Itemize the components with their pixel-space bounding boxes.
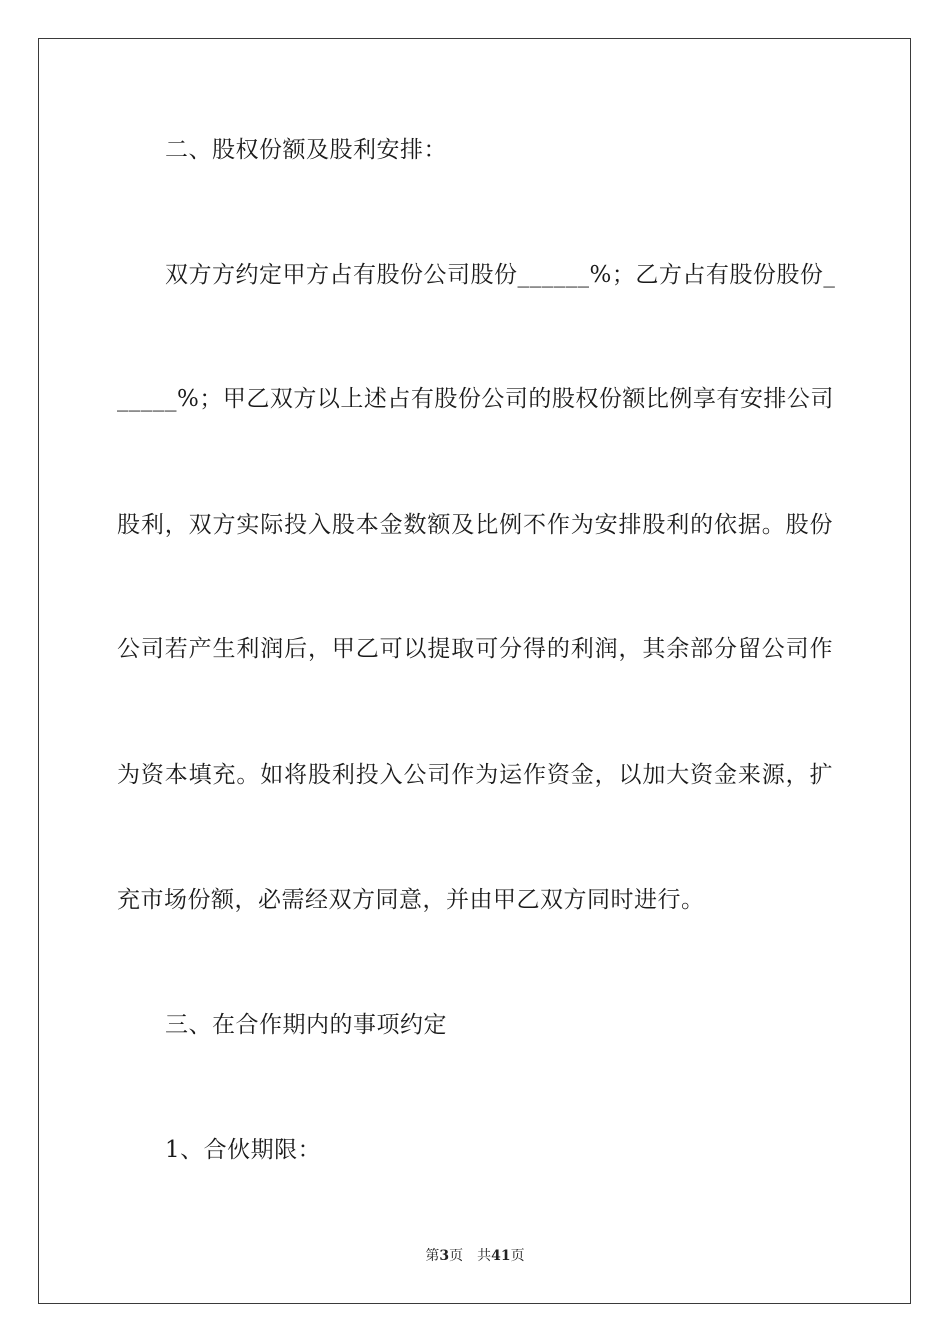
footer-page-prefix: 第	[425, 1248, 440, 1264]
footer-page-number: 3	[439, 1248, 450, 1264]
paragraph-line-5: 为资本填充。如将股利投入公司作为运作资金，以加大资金来源，扩	[117, 762, 833, 788]
footer-total-pages: 41	[491, 1248, 511, 1264]
footer-total-suffix: 页	[510, 1248, 525, 1264]
page-footer	[0, 1247, 950, 1265]
page-border	[38, 38, 911, 1304]
section-heading-equity: 二、股权份额及股利安排：	[165, 137, 447, 163]
paragraph-line-3: 股利，双方实际投入股本金数额及比例不作为安排股利的依据。股份	[117, 512, 833, 538]
footer-page-suffix: 页	[449, 1248, 464, 1264]
paragraph-line-6: 充市场份额，必需经双方同意，并由甲乙双方同时进行。	[117, 887, 705, 913]
footer-total-prefix: 共	[477, 1248, 492, 1264]
paragraph-line-4: 公司若产生利润后，甲乙可以提取可分得的利润，其余部分留公司作	[117, 636, 833, 662]
paragraph-line-1: 双方方约定甲方占有股份公司股份______%；乙方占有股份股份_	[165, 262, 836, 288]
subsection-heading-term: 1、合伙期限：	[165, 1137, 322, 1163]
paragraph-line-2: _____%；甲乙双方以上述占有股份公司的股权份额比例享有安排公司	[117, 386, 834, 412]
section-heading-cooperation: 三、在合作期内的事项约定	[165, 1012, 447, 1038]
